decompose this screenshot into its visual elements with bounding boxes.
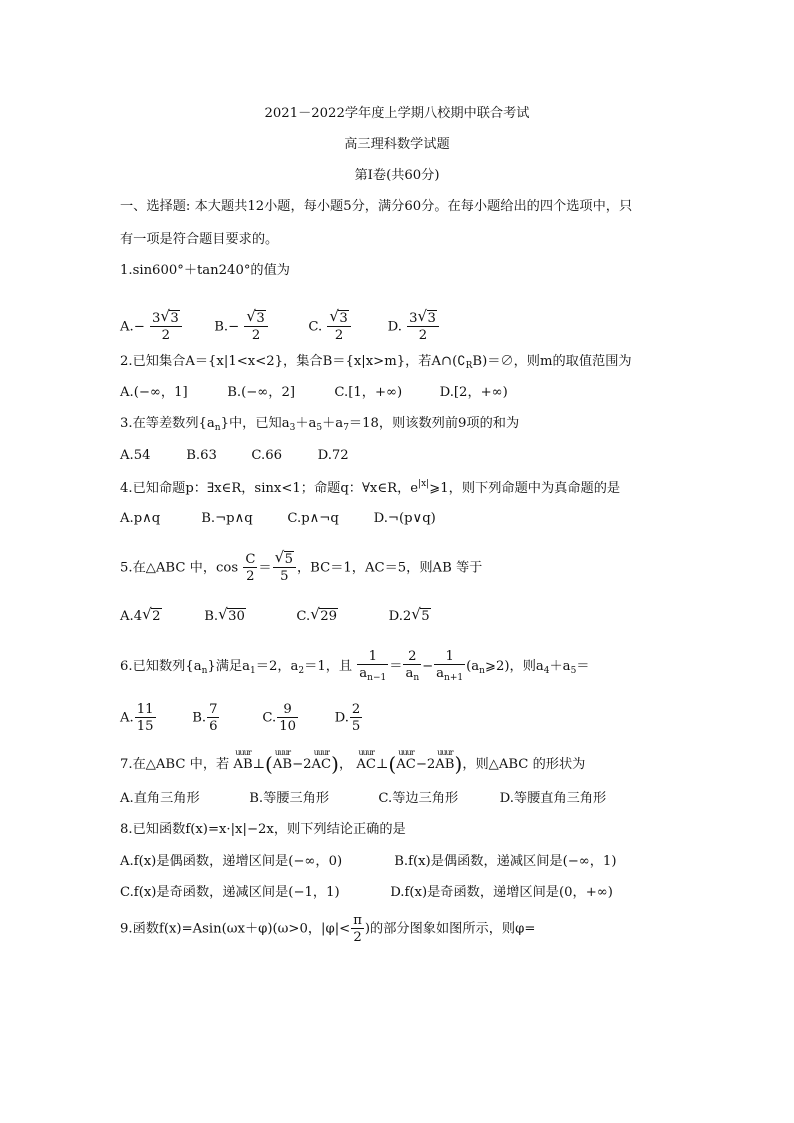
q6-option-c: C. $\frac{9}{10}$ [262,702,296,735]
q3-stem: 3.在等差数列$\{a_n\}$中，已知$a_3+a_5+a_7=18$，则该数列前9项的和为 [120,416,520,433]
q2-options [120,386,508,399]
q1-option-c: C. √ 3 2 [308,312,383,342]
q1-stem: 1.sin600°＋tan240°的值为 [120,263,290,278]
q7-option-a: A.直角三角形 [120,791,200,806]
q4-option-b: B.¬p∧q [201,511,253,526]
q2-option-c: C.[1，+∞) [334,385,403,400]
instructions-line-2: 有一项是符合题目要求的。 [120,232,279,247]
q6-option-a: A. $\frac{11}{15}$ [120,702,154,735]
q3-option-d: D.72 [317,448,349,463]
q8-option-b: B.f(x)是偶函数，递减区间是(−∞，1) [394,854,617,869]
q3-option-a: A.54 [120,448,151,463]
q8-options-row-1 [120,855,616,868]
q1-option-a: A.− 3 √ 3 2 [120,312,210,342]
q5-stem: 5.在△ABC 中，cos $\frac{C}{2}$ ＝ √ 5 5 ，BC＝1，AC＝5，则AB 等于 [120,548,483,585]
q2-option-d: D.[2，+∞) [439,385,508,400]
vector-ab: uuur AB [233,748,253,772]
q6-stem: 6.已知数列$\{a_n\}$满足$a_1=2$，$a_2=1$，且 $\frac{1}{a_{n-1}}$ ＝ $\frac{2}{a_n}$ − $\frac{1}{a_{n+1}}$ $(a_n⩾2)$，则$a_4+a_5=$ [120,649,590,684]
q6-options [120,703,363,733]
q7-option-c: C.等边三角形 [378,791,459,806]
q5-option-a: A.4 √ 2 [120,605,161,624]
q4-options [120,512,436,525]
q5-option-c: C. √ 29 [296,605,337,624]
q7-options [120,792,606,805]
q7-option-d: D.等腰直角三角形 [499,791,607,806]
q9-stem: 9.函数f(x)=Asin(ωx＋φ)(ω>0，|φ|< $\frac{\pi}{2}$ )的部分图象如图所示，则φ= [120,913,536,946]
q1-option-b: B.− √ 3 2 [214,312,304,342]
q3-options [120,449,349,462]
q5-option-b: B. √ 30 [204,605,245,624]
q4-option-d: D.¬(p∨q) [373,511,436,526]
q4-option-c: C.p∧¬q [287,511,339,526]
q2-option-a: A.(−∞，1] [120,385,188,400]
q2-option-b: B.(−∞，2] [227,385,295,400]
q2-stem: 2.已知集合A＝{x|1<x<2}，集合B＝{x|x>m}，若$A\cap(∁_RB)=\emptyset$，则m的取值范围为 [120,354,632,371]
q6-option-d: D. $\frac{2}{5}$ [334,702,361,735]
q8-options-row-2 [120,886,613,899]
q8-option-a: A.f(x)是偶函数，递增区间是(−∞，0) [120,854,343,869]
exam-title: 2021－2022学年度上学期八校期中联合考试 [264,106,530,121]
q7-option-b: B.等腰三角形 [249,791,330,806]
q1-option-d: D. 3 √ 3 2 [388,312,440,342]
exam-subtitle: 高三理科数学试题 [344,137,450,152]
q3-option-b: B.63 [186,448,217,463]
q5-options [120,605,431,624]
q6-option-b: B. $\frac{7}{6}$ [192,702,218,735]
q5-option-d: D.2 √ 5 [388,605,430,624]
q3-option-c: C.66 [251,448,282,463]
q8-option-d: D.f(x)是奇函数，递增区间是(0，+∞) [390,885,613,900]
q1-options [120,307,440,344]
section-title: 第Ⅰ卷(共60分) [354,168,440,183]
q4-stem: 4.已知命题p：∃x∈R，sinx<1；命题q：∀x∈R，$e^{|x|}⩾1$，则下列命题中为真命题的是 [120,479,621,496]
q4-option-a: A.p∧q [120,511,161,526]
instructions-line-1: 一、选择题: 本大题共12小题，每小题5分，满分60分。在每小题给出的四个选项中，只 [120,199,633,214]
q8-stem: 8.已知函数f(x)=x·|x|−2x，则下列结论正确的是 [120,822,406,837]
q8-option-c: C.f(x)是奇函数，递减区间是(−1，1) [120,885,340,900]
q7-stem: 7.在△ABC 中，若 uuur AB⊥( uuur AB−2 uuur AC)， uuur AC⊥( uuur AC−2 uuur AB)，则△ABC 的形状为 [120,748,586,776]
